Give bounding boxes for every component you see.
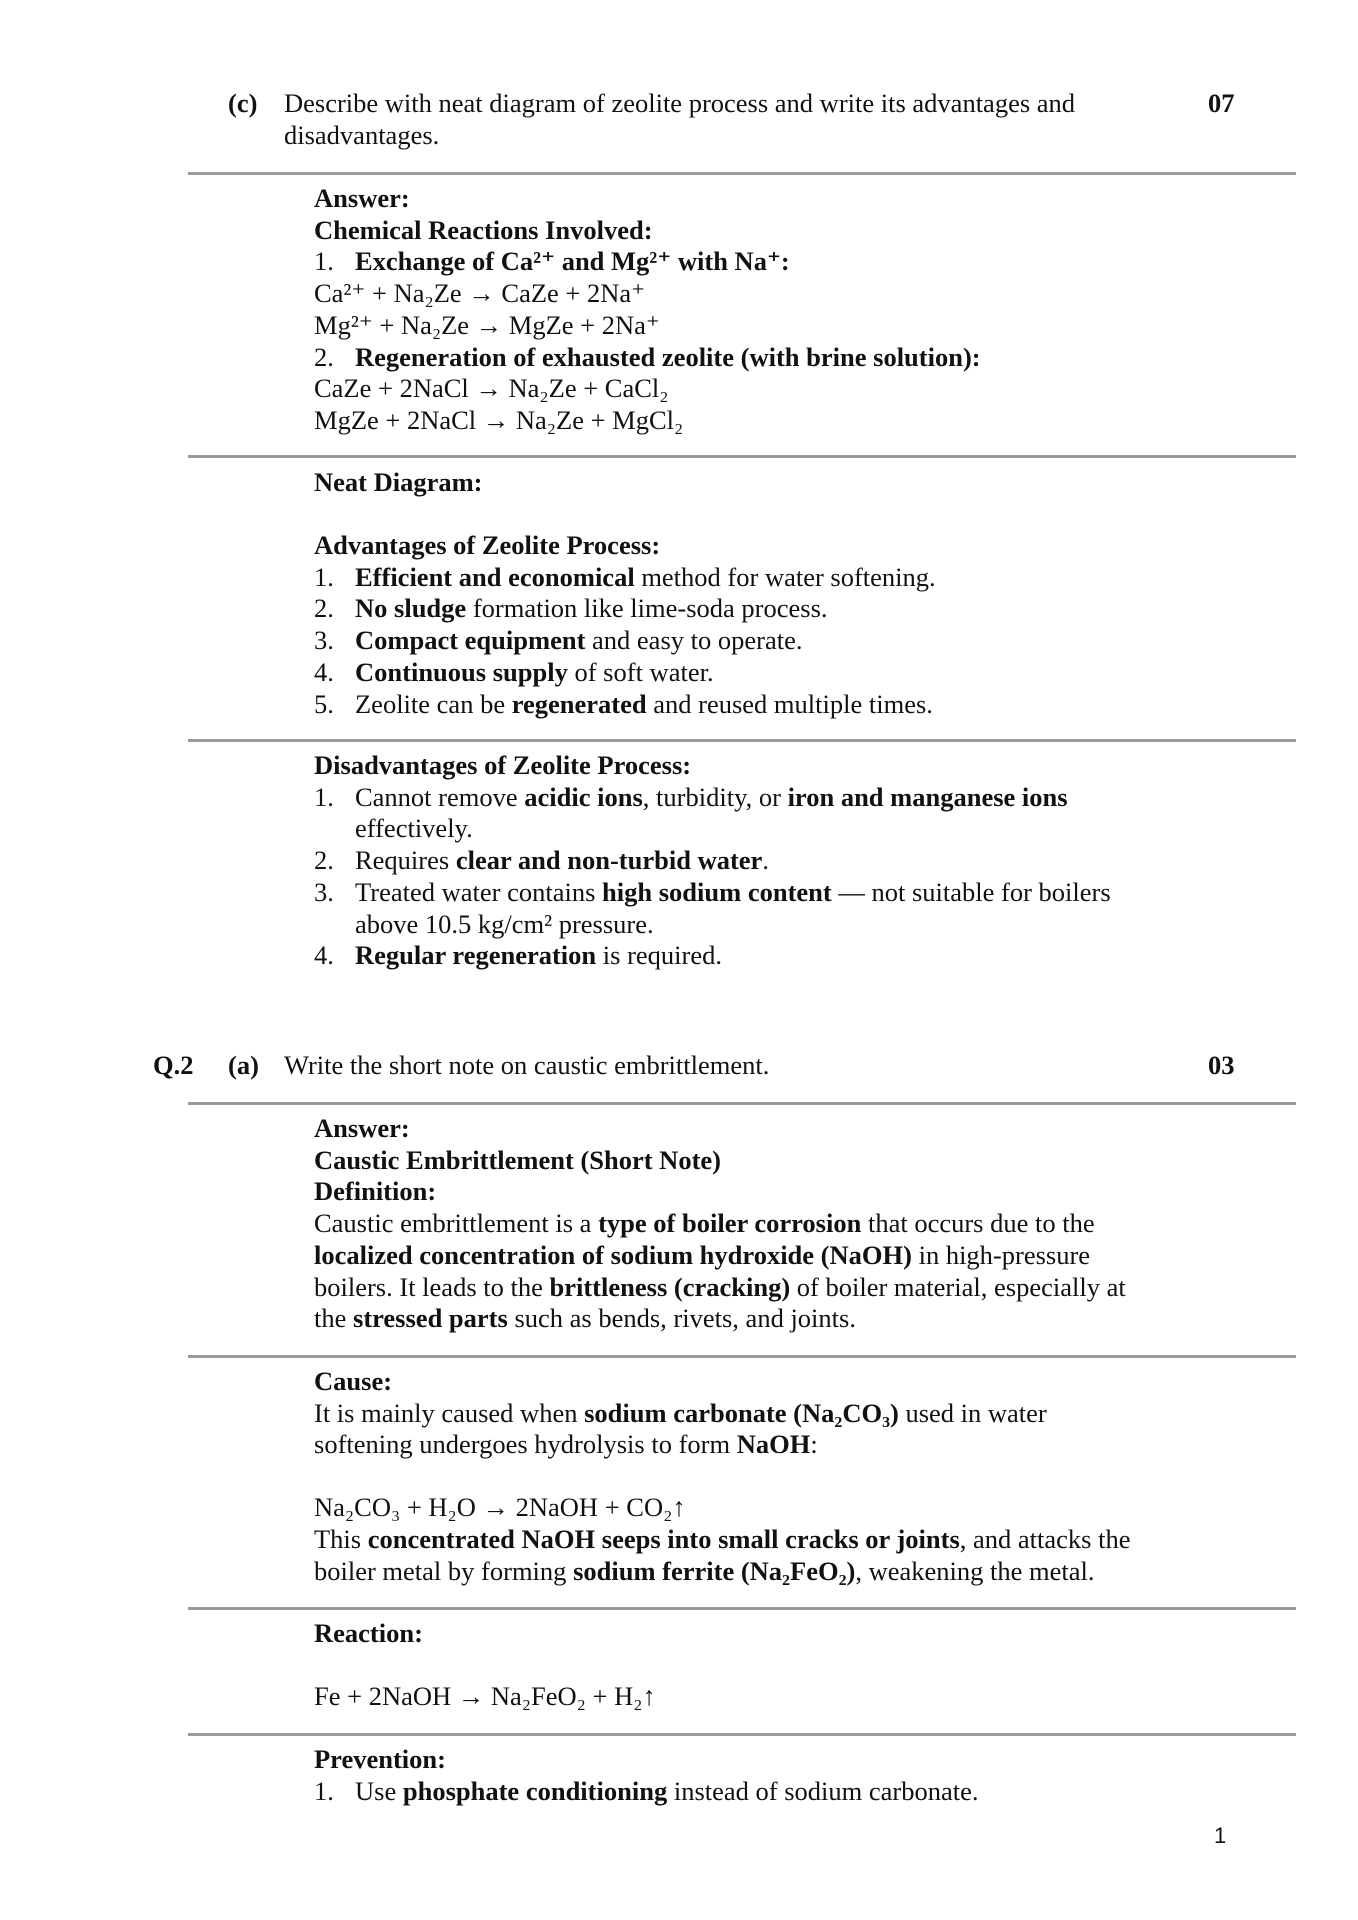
question-label: (a): [228, 1050, 259, 1080]
list-item-continuation: effectively.: [355, 813, 473, 844]
equation: Fe + 2NaOH → Na₂FeO₂ + H₂↑: [314, 1680, 656, 1711]
list-item-continuation: above 10.5 kg/cm² pressure.: [355, 908, 654, 939]
equation: Mg²⁺ + Na₂Ze → MgZe + 2Na⁺: [314, 309, 660, 340]
prevention-section: [314, 1744, 1274, 1807]
paragraph-line: This concentrated NaOH seeps into small cracks or joints, and attacks the: [314, 1523, 1131, 1554]
question-text: Describe with neat diagram of zeolite process and write its advantages and disadvantages.: [284, 88, 1076, 150]
question-marks: 07: [1208, 88, 1235, 118]
paragraph-line: localized concentration of sodium hydroxide (NaOH) in high-pressure: [314, 1239, 1091, 1270]
list-item: 3. Treated water contains high sodium content — not suitable for boilers: [314, 876, 1111, 907]
divider: [188, 1733, 1296, 1736]
diagram-section: [314, 467, 1274, 499]
equation: Ca²⁺ + Na₂Ze → CaZe + 2Na⁺: [314, 278, 646, 309]
advantages-section: [314, 530, 1274, 720]
equation: Na₂CO₃ + H₂O → 2NaOH + CO₂↑: [314, 1492, 686, 1523]
section-heading: Prevention:: [314, 1744, 446, 1774]
paragraph-line: boilers. It leads to the brittleness (cracking) of boiler material, especially at: [314, 1271, 1126, 1302]
list-item: 5. Zeolite can be regenerated and reused multiple times.: [314, 688, 933, 719]
paragraph-line: boiler metal by forming sodium ferrite (Na₂FeO₂), weakening the metal.: [314, 1555, 1095, 1586]
divider: [188, 455, 1296, 458]
step-text: Exchange of Ca²⁺ and Mg²⁺ with Na⁺:: [355, 246, 790, 277]
section-heading: Neat Diagram:: [314, 467, 483, 497]
divider: [188, 1102, 1296, 1105]
section-heading: Reaction:: [314, 1618, 423, 1648]
question-label: (c): [228, 88, 258, 118]
reaction-section: [314, 1618, 1274, 1712]
cause-section: [314, 1366, 1274, 1587]
section-heading: Definition:: [314, 1176, 437, 1207]
section-heading: Disadvantages of Zeolite Process:: [314, 750, 692, 780]
list-item: 1. Cannot remove acidic ions, turbidity, or iron and manganese ions: [314, 781, 1068, 812]
answer-definition-section: [314, 1113, 1274, 1335]
divider: [188, 1355, 1296, 1358]
divider: [188, 172, 1296, 175]
answer-label: Answer:: [314, 1113, 410, 1143]
question-number: Q.2: [153, 1050, 194, 1080]
section-heading: Chemical Reactions Involved:: [314, 214, 653, 245]
equation: CaZe + 2NaCl → Na₂Ze + CaCl₂: [314, 373, 669, 404]
paragraph-line: It is mainly caused when sodium carbonate (Na₂CO₃) used in water: [314, 1397, 1047, 1428]
answer-label: Answer:: [314, 183, 410, 213]
list-item: 4. Regular regeneration is required.: [314, 940, 722, 971]
section-heading: Advantages of Zeolite Process:: [314, 530, 661, 560]
list-number: 2.: [314, 341, 334, 372]
list-item: 1. Efficient and economical method for water softening.: [314, 561, 936, 592]
list-item: 1. Use phosphate conditioning instead of sodium carbonate.: [314, 1775, 979, 1806]
list-item: 3. Compact equipment and easy to operate.: [314, 625, 803, 656]
answer-reactions-section: [314, 183, 1274, 437]
list-item: 4. Continuous supply of soft water.: [314, 656, 714, 687]
question-marks: 03: [1208, 1050, 1235, 1080]
paragraph-line: the stressed parts such as bends, rivets, and joints.: [314, 1303, 856, 1334]
list-item: 2. Requires clear and non-turbid water.: [314, 845, 769, 876]
equation: MgZe + 2NaCl → Na₂Ze + MgCl₂: [314, 404, 684, 435]
list-item: 2. No sludge formation like lime-soda process.: [314, 593, 828, 624]
paragraph-line: softening undergoes hydrolysis to form NaOH:: [314, 1429, 818, 1460]
step-text: Regeneration of exhausted zeolite (with brine solution):: [355, 341, 981, 372]
divider: [188, 1607, 1296, 1610]
question-text: Write the short note on caustic embrittlement.: [284, 1050, 770, 1080]
divider: [188, 739, 1296, 742]
paragraph-line: Caustic embrittlement is a type of boiler corrosion that occurs due to the: [314, 1208, 1095, 1239]
section-title: Caustic Embrittlement (Short Note): [314, 1144, 721, 1175]
disadvantages-section: [314, 750, 1274, 972]
section-heading: Cause:: [314, 1366, 393, 1396]
list-number: 1.: [314, 246, 334, 277]
page-number: 1: [1214, 1823, 1227, 1848]
